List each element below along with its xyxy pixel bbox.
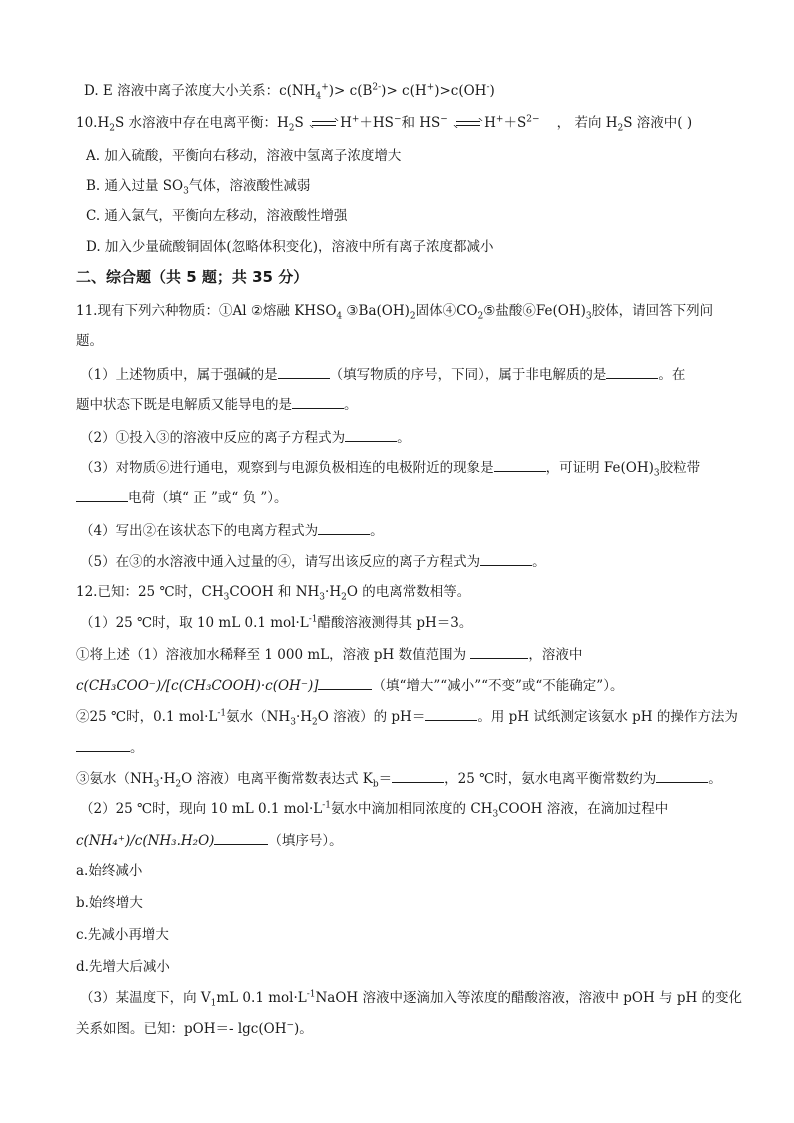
question-11-cont: 题。 [76,333,103,349]
equilibrium-arrow-icon [310,118,338,130]
answer-blank[interactable] [318,520,370,535]
q11-part1-cont: 题中状态下既是电解质又能导电的是 。 [76,394,358,415]
answer-blank[interactable] [392,768,444,783]
answer-blank[interactable] [214,830,268,845]
choice-c: c.先减小再增大 [76,927,169,943]
answer-blank[interactable] [656,768,708,783]
option-a: A. 加入硫酸，平衡向右移动，溶液中氢离子浓度增大 [86,148,402,164]
q11-part1: （1）上述物质中，属于强碱的是 （填写物质的序号，下同），属于非电解质的是 。在 [80,364,685,385]
answer-blank[interactable] [470,644,528,659]
q12-part3: （3）某温度下，向 $V_1mL$ 0.1 $mol\cdot L^{-1}NaOH$ 溶液中逐滴加入等浓度的醋酸溶液，溶液中 pOH 与 pH 的变化 [80,989,743,1009]
q11-part3: （3）对物质⑥进行通电，观察到与电源负极相连的电极附近的现象是 ，可证明 $Fe(OH)_3$胶粒带 [80,457,700,478]
q12-item1: ①将上述（1）溶液加水稀释至 1 000 mL，溶液 pH 数值范围为 ，溶液中 [76,644,718,665]
q12-item2-cont: 。 [76,737,144,758]
q12-item2: ②25 ℃时，0.1 $mol\cdot L^{-1}$氨水（$NH_3\cdot H_2O$ 溶液）的 pH＝ 。用 pH 试纸测定该氨水 pH 的操作方法为 [76,706,738,727]
q12-part2: （2）25 ℃时，现向 10 mL 0.1 $mol\cdot L^{-1}$氨水中滴加相同浓度的 $CH_3COOH$ 溶液，在滴加过程中 [80,800,669,820]
q12-item1-cont: c(CH₃COO⁻)/[c(CH₃COOH)·c(OH⁻)] （填“增大”“减小”“不变”或“不能确定”）。 [76,675,623,696]
choice-b: b.始终增大 [76,895,143,911]
question-11: 11.现有下列六种物质：①Al ②熔融 $KHSO_4$ $③Ba(OH)_2$固体$④CO_2⑤$盐酸$⑥Fe(OH)_3$胶体，请回答下列问 [76,303,714,322]
q12-part3-cont: 关系如图。已知：pOH＝- lgc(OH−)。 [76,1020,313,1037]
q11-part3-cont: 电荷（填“ 正 ”或“ 负 ”）。 [76,487,288,508]
choice-a: a.始终减小 [76,863,143,879]
q12-item3: ③氨水（$NH_3\cdot H_2O$ 溶液）电离平衡常数表达式 $K_b=$ ，25 ℃时，氨水电离平衡常数约为 。 [76,768,722,789]
answer-blank[interactable] [76,487,128,502]
answer-blank[interactable] [606,364,658,379]
q12-part2-cont: c(NH₄⁺)/c(NH₃.H₂O) （填序号）。 [76,830,343,851]
answer-blank[interactable] [318,675,372,690]
choice-d: d.先增大后减小 [76,959,170,975]
option-b: B. 通入过量 $SO_3$气体，溶液酸性减弱 [86,178,311,197]
answer-blank[interactable] [425,706,477,721]
q11-part4: （4）写出②在该状态下的电离方程式为 。 [80,520,384,541]
answer-blank[interactable] [494,457,546,472]
answer-blank[interactable] [345,427,397,442]
q12-part1: （1）25 ℃时，取 10 mL 0.1 $mol\cdot L^{-1}$醋酸溶液测得其 pH＝3。 [80,614,473,631]
option-c: C. 通入氯气，平衡向左移动，溶液酸性增强 [86,208,348,224]
answer-blank[interactable] [292,394,344,409]
answer-blank[interactable] [480,551,532,566]
answer-blank[interactable] [76,737,130,752]
q11-part5: （5）在③的水溶液中通入过量的④，请写出该反应的离子方程式为 。 [80,551,546,572]
question-12: 12.已知：25 ℃时，$CH_3COOH$ 和 $NH_3\cdot H_2O$ 的电离常数相等。 [76,584,471,603]
section-heading: 二、综合题（共 5 题；共 35 分） [76,268,309,286]
option-d-prev: D. E 溶液中离子浓度大小关系：$c(NH_4^+)> c(B^{2-})> c(H^+)>c(OH^-)$ [84,82,495,102]
question-10: $10.H_2S$ 水溶液中存在电离平衡：$H_2S$ H+＋HS−和 HS− $H^++S^{2-}$ ， 若向 $H_2S$ 溶液中( ) [76,114,693,134]
equilibrium-arrow-icon [454,118,482,130]
q11-part2: （2）①投入③的溶液中反应的离子方程式为 。 [80,427,411,448]
answer-blank[interactable] [278,364,330,379]
option-d: D. 加入少量硫酸铜固体(忽略体积变化)，溶液中所有离子浓度都减小 [86,239,494,255]
